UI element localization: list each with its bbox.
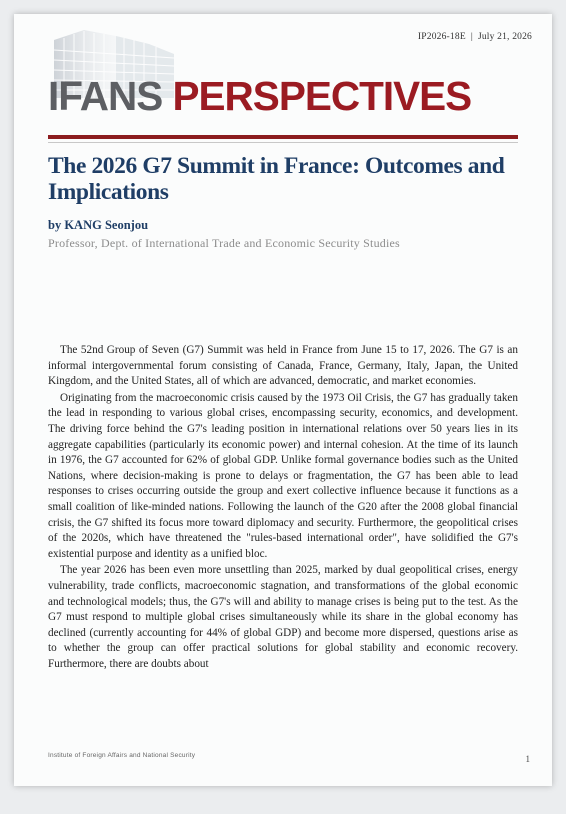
paragraph: The year 2026 has been even more unsettling than 2025, marked by dual geopolitical crises, energy vulnerability, trade conflicts, macroeconomic stagnation, and transformations of the global economic and technological models; thus, the G7's will and ability to manage crises is being put to the test. As the G7 must respond to multiple global crises simultaneously while its share in the global economy has declined (currently accounting for 44% of global GDP) and become more dispersed, questions arise as to whether the group can offer practical solutions for global stability and economic recovery. Furthermore, there are doubts about — [48, 564, 518, 670]
doc-meta — [418, 32, 532, 42]
brand-ifans: IFANS — [48, 73, 173, 119]
author-byline: by KANG Seonjou — [48, 218, 149, 232]
page-number: 1 — [525, 754, 530, 764]
article-body — [48, 343, 518, 673]
brand-perspectives: PERSPECTIVES — [172, 73, 472, 119]
document-page — [14, 14, 552, 786]
paragraph: The 52nd Group of Seven (G7) Summit was held in France from June 15 to 17, 2026. The G7 is an informal intergovernmental forum consisting of Canada, France, Germany, Italy, Japan, the United Kingdom, and the United States, all of which are advanced, democratic, and market economies. — [48, 344, 518, 388]
header-rule — [48, 135, 518, 139]
meta-separator: | — [470, 32, 473, 42]
article-title: The 2026 G7 Summit in France: Outcomes and Implications — [48, 153, 505, 205]
paragraph: Originating from the macroeconomic crisis caused by the 1973 Oil Crisis, the G7 has gradually taken the lead in responding to various global crises, encompassing security, economics, and development. The driving force behind the G7's leading position in international relations over 50 years lies in its aggregate capabilities (particularly its economic power) and internal cohesion. At the time of its launch in 1976, the G7 accounted for 62% of global GDP. Unlike formal governance bodies such as the United Nations, where decision-making is prone to delays or fragmentation, the G7 has been able to lead responses to crises occurring outside the group and exert collective influence because it functions as a small coalition of like-minded nations. Following the launch of the G20 after the 2008 global financial crisis, the G7 shifted its focus more toward diplomacy and security. Furthermore, the geopolitical crises of the 2020s, which have threatened the "rules-based international order", have solidified the G7's existential purpose and identity as a unified bloc. — [48, 391, 518, 560]
doc-date: July 21, 2026 — [477, 32, 532, 42]
author-affiliation: Professor, Dept. of International Trade and Economic Security Studies — [48, 236, 400, 250]
footer-organization: Institute of Foreign Affairs and National Security — [48, 752, 196, 759]
header-rule-thin — [48, 142, 518, 143]
brand-wordmark — [48, 73, 472, 119]
doc-id: IP2026-18E — [417, 32, 466, 42]
